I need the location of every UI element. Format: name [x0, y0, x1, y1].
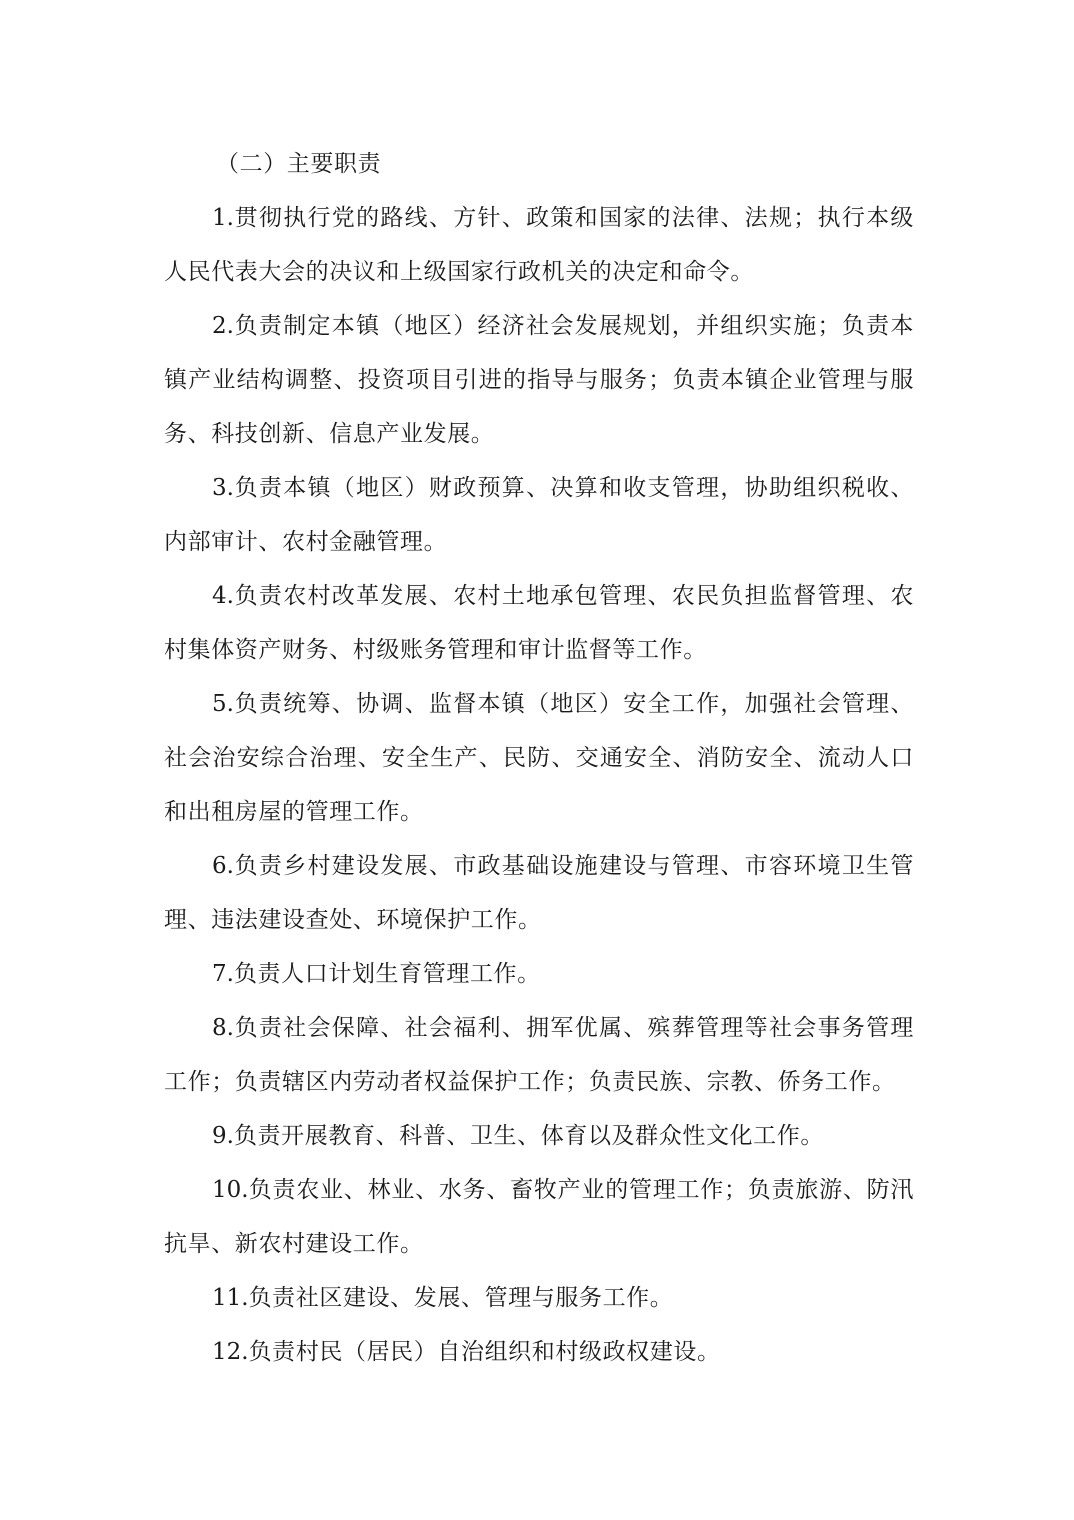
- list-item: [164, 1109, 914, 1163]
- item-number: 11.: [212, 1285, 249, 1311]
- section-heading: （二）主要职责: [216, 151, 382, 177]
- list-item: [164, 677, 914, 839]
- list-item: [164, 569, 914, 677]
- item-number: 5.: [212, 691, 234, 717]
- item-number: 12.: [212, 1339, 249, 1365]
- item-number: 10.: [212, 1177, 249, 1203]
- list-item: [164, 1163, 914, 1271]
- item-text: 负责农村改革发展、农村土地承包管理、农民负担监督管理、农村集体资产财务、村级账务管理和审计监督等工作。: [164, 583, 914, 663]
- item-number: 3.: [212, 475, 234, 501]
- list-item: [164, 947, 914, 1001]
- item-text: 负责社会保障、社会福利、拥军优属、殡葬管理等社会事务管理工作；负责辖区内劳动者权益保护工作；负责民族、宗教、侨务工作。: [164, 1015, 914, 1095]
- item-text: 负责人口计划生育管理工作。: [233, 961, 541, 987]
- item-text: 负责农业、林业、水务、畜牧产业的管理工作；负责旅游、防汛抗旱、新农村建设工作。: [164, 1177, 914, 1257]
- item-text: 负责村民（居民）自治组织和村级政权建设。: [248, 1339, 721, 1365]
- item-number: 4.: [212, 583, 234, 609]
- list-item: [164, 191, 914, 299]
- list-item: [164, 839, 914, 947]
- item-number: 6.: [212, 853, 234, 879]
- item-text: 贯彻执行党的路线、方针、政策和国家的法律、法规；执行本级人民代表大会的决议和上级国家行政机关的决定和命令。: [164, 205, 914, 285]
- item-number: 7.: [212, 961, 234, 987]
- list-item: [164, 1001, 914, 1109]
- item-text: 负责制定本镇（地区）经济社会发展规划，并组织实施；负责本镇产业结构调整、投资项目引进的指导与服务；负责本镇企业管理与服务、科技创新、信息产业发展。: [164, 313, 914, 447]
- item-text: 负责本镇（地区）财政预算、决算和收支管理，协助组织税收、内部审计、农村金融管理。: [164, 475, 914, 555]
- document-body: [164, 137, 914, 1379]
- list-item: [164, 1271, 914, 1325]
- item-text: 负责乡村建设发展、市政基础设施建设与管理、市容环境卫生管理、违法建设查处、环境保护工作。: [164, 853, 914, 933]
- item-number: 2.: [212, 313, 234, 339]
- list-item: [164, 461, 914, 569]
- item-number: 8.: [212, 1015, 234, 1041]
- item-text: 负责统筹、协调、监督本镇（地区）安全工作，加强社会管理、社会治安综合治理、安全生产、民防、交通安全、消防安全、流动人口和出租房屋的管理工作。: [164, 691, 914, 825]
- item-number: 1.: [212, 205, 234, 231]
- item-text: 负责社区建设、发展、管理与服务工作。: [248, 1285, 674, 1311]
- item-text: 负责开展教育、科普、卫生、体育以及群众性文化工作。: [233, 1123, 824, 1149]
- item-number: 9.: [212, 1123, 234, 1149]
- list-item: [164, 299, 914, 461]
- list-item: [164, 1325, 914, 1379]
